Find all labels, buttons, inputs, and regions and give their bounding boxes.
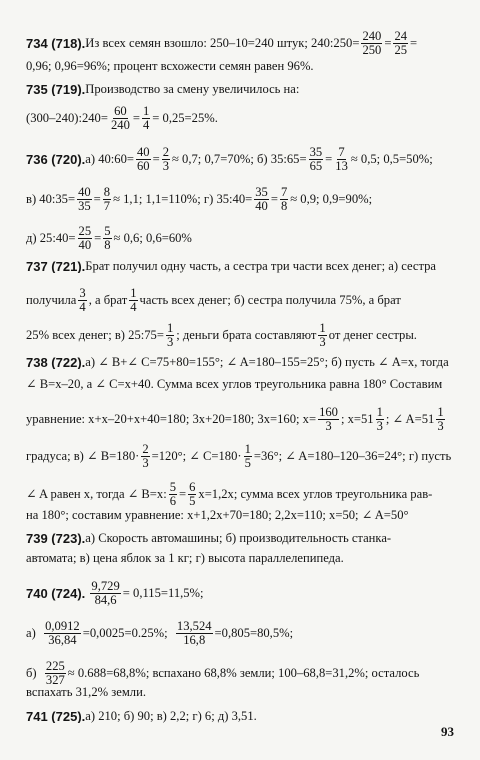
p739-line2: автомата; в) цена яблок за 1 кг; г) высота параллелепипеда. [26, 552, 344, 565]
fraction: $\frac{160}{3}$ [319, 406, 338, 434]
fraction: $\frac{225}{327}$ [45, 660, 65, 688]
text: 0,96; 0,96=96%; процент всхожести семян равен 96%. [26, 60, 314, 73]
p736-line3: д) 25:40= $\frac{25}{40}$ = $\frac{5}{8}$ ≈ 0,6; 0,6=60% [26, 225, 192, 253]
text: Из всех семян взошло: 250–10=240 штук; 240:250= [85, 36, 360, 51]
problem-number: 736 (720). [26, 152, 86, 168]
p740-line2: а) $\frac{0,0912}{36,84}$ =0,0025=0.25%; $\frac{13,524}{16,8}$ =0,805=80,5%; [26, 620, 294, 648]
p741-line1: 741 (725). а) 210; б) 90; в) 2,2; г) 6; д) 3,51. [26, 710, 257, 723]
p739-line1: 739 (723). а) Скорость автомашины; б) производительность станка- [26, 532, 392, 545]
problem-number: 738 (722). [26, 356, 86, 369]
fraction: $\frac{9,729}{84,6}$ [91, 580, 120, 608]
fraction: $\frac{7}{8}$ [280, 186, 288, 214]
fraction: $\frac{40}{35}$ [78, 186, 91, 214]
fraction: $\frac{60}{240}$ [110, 105, 130, 133]
fraction: 1 3 [437, 406, 444, 434]
fraction: $\frac{5}{6}$ [169, 481, 176, 509]
fraction: $\frac{8}{7}$ [103, 186, 111, 214]
fraction: $\frac{25}{40}$ [78, 225, 92, 253]
p738-line3: уравнение: x+x–20+x+40=180; 3x+20=180; 3x=160; x= $\frac{160}{3}$ ; x=51 1 3 ; ∠ A=51 1 3 [26, 406, 444, 434]
fraction: 1 3 [319, 322, 326, 350]
fraction: $\frac{2}{3}$ [162, 146, 169, 174]
p737-line1: 737 (721). Брат получил одну часть, а сестра три части всех денег; а) сестра [26, 260, 437, 273]
fraction: 1 4 [130, 287, 137, 315]
fraction: 1 3 [376, 406, 383, 434]
fraction: $\frac{0,0912}{36,84}$ [45, 620, 80, 648]
fraction: $\frac{2}{3}$ [142, 443, 149, 471]
problem-number: 740 (724). [26, 586, 86, 602]
p737-line2: получила 3 4 , а брат 1 4 часть всех денег; б) сестра получила 75%, а брат [26, 287, 401, 315]
p738-line1: 738 (722). а) ∠ B+∠ C=75+80=155°; ∠ A=180–155=25°; б) пусть ∠ A=x, тогда [26, 356, 449, 369]
fraction: $\frac{6}{5}$ [189, 481, 196, 509]
p734-line2 [26, 60, 460, 73]
fraction: $\frac{240}{250}$ [362, 30, 382, 58]
problem-number: 734 (718). [26, 36, 86, 52]
p738-line2: ∠ B=x–20, а ∠ C=x+40. Сумма всех углов треугольника равна 180° Составим [26, 378, 443, 391]
p738-line6: на 180°; составим уравнение: x+1,2x+70=180; 2,2x=110; x=50; ∠ A=50° [26, 509, 409, 522]
fraction: $\frac{1}{4}$ [142, 105, 150, 133]
p740-line3: б) $\frac{225}{327}$ ≈ 0.688=68,8%; вспахано 68,8% земли; 100–68,8=31,2%; осталось [26, 660, 420, 688]
fraction: $\frac{1}{5}$ [244, 443, 251, 471]
fraction: $\frac{35}{65}$ [309, 146, 323, 174]
p736-line1: 736 (720). а) 40:60= $\frac{40}{60}$ = $\frac{2}{3}$ ≈ 0,7; 0,7=70%; б) 35:65= $\frac{35}{65}$ = $\frac{7}{13}$ ≈ 0,5; 0,5=50%; [26, 146, 433, 174]
p738-line5: ∠ A равен x, тогда ∠ B=x: $\frac{5}{6}$ = $\frac{6}{5}$ x=1,2x; сумма всех углов треугольника рав- [26, 481, 433, 509]
problem-number: 739 (723). [26, 532, 86, 545]
fraction: $\frac{1}{3}$ [166, 322, 174, 350]
p738-line4: градуса; в) ∠ B=180· $\frac{2}{3}$ =120°; ∠ C=180· $\frac{1}{5}$ =36°; ∠ A=180–120–36=24°; г) пусть [26, 443, 452, 471]
fraction: $\frac{5}{8}$ [104, 225, 111, 253]
fraction: $\frac{40}{60}$ [137, 146, 150, 174]
p734-line1: 734 (718). Из всех семян взошло: 250–10=240 штук; 240:250= $\frac{240}{250}$ = $\frac{24}{25}$ = [26, 30, 418, 58]
p736-line2: в) 40:35= $\frac{40}{35}$ = $\frac{8}{7}$ ≈ 1,1; 1,1=110%; г) 35:40= $\frac{35}{40}$ = $\frac{7}{8}$ ≈ 0,9; 0,9=90%; [26, 186, 373, 214]
p740-line4: вспахать 31,2% земли. [26, 686, 146, 699]
text: (300–240):240= [26, 111, 108, 126]
problem-number: 741 (725). [26, 710, 86, 723]
p735-line1 [26, 83, 460, 96]
page-number: 93 [441, 724, 454, 739]
fraction: 3 4 [79, 287, 86, 315]
p737-line3: 25% всех денег; в) 25:75= $\frac{1}{3}$ ; деньги брата составляют 1 3 от денег сестры. [26, 322, 417, 350]
fraction: $\frac{13,524}{16,8}$ [176, 620, 212, 648]
text: Производство за смену увеличилось на: [85, 83, 300, 96]
fraction: $\frac{24}{25}$ [394, 30, 408, 58]
p735-line2: (300–240):240= $\frac{60}{240}$ = $\frac{1}{4}$ = 0,25=25%. [26, 105, 218, 133]
problem-number: 737 (721). [26, 260, 86, 273]
p740-line1: 740 (724). $\frac{9,729}{84,6}$ = 0,115=11,5%; [26, 580, 204, 608]
fraction: $\frac{35}{40}$ [255, 186, 268, 214]
problem-number: 735 (719). [26, 83, 86, 96]
fraction: $\frac{7}{13}$ [335, 146, 348, 174]
